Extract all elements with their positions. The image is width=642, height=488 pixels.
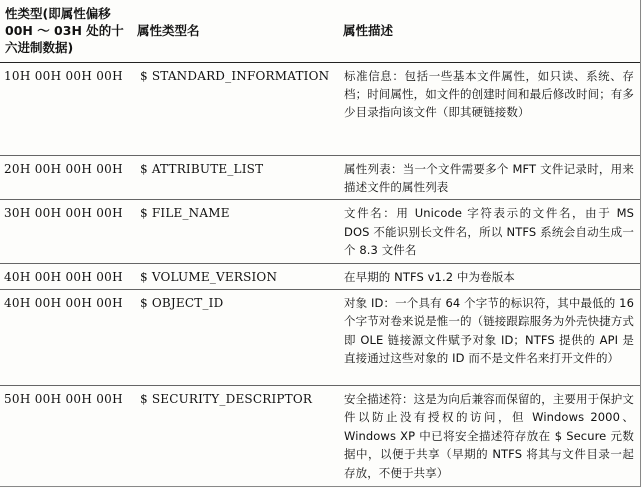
table-row	[0, 155, 640, 200]
table-row	[0, 62, 640, 155]
row-description: 属性列表：当一个文件需要多个 MFT 文件记录时，用来描述文件的属性列表	[338, 155, 640, 200]
row-description: 文件名：用 Unicode 字符表示的文件名，由于 MS DOS 不能识别长文件名，所以 NTFS 系统会自动生成一个 8.3 文件名	[338, 200, 640, 263]
row-type-name: $ SECURITY_DESCRIPTOR	[140, 392, 313, 407]
header-attribute-offset: 性类型(即属性偏移 00H ～ 03H 处的十六进制数据)	[0, 0, 132, 62]
row-type-name: $ ATTRIBUTE_LIST	[132, 155, 338, 200]
row-description: 在早期的 NTFS v1.2 中为卷版本	[338, 263, 640, 290]
row-hex-value: 40H 00H 00H 00H	[0, 290, 132, 386]
row-type-name: $ FILE_NAME	[132, 200, 338, 263]
table-row	[0, 386, 640, 486]
header-attribute-type-name: 属性类型名	[132, 0, 338, 62]
row-hex-value: 50H 00H 00H 00H	[4, 392, 123, 407]
row-hex-value: 40H 00H 00H 00H	[0, 263, 132, 290]
row-type-name: $ OBJECT_ID	[132, 290, 338, 386]
row-hex-value: 10H 00H 00H 00H	[0, 62, 132, 155]
table-row	[0, 200, 640, 263]
row-description: 标准信息：包括一些基本文件属性，如只读、系统、存档；时间属性，如文件的创建时间和最后修改时间；有多少目录指向该文件（即其硬链接数）	[338, 62, 640, 155]
table-row	[0, 263, 640, 290]
header-row	[0, 0, 640, 62]
row-type-name: $ STANDARD_INFORMATION	[132, 62, 338, 155]
row-hex-value: 20H 00H 00H 00H	[0, 155, 132, 200]
table-row	[0, 290, 640, 386]
row-description: 安全描述符：这是为向后兼容而保留的，主要用于保护文件以防止没有授权的访问，但 Windows 2000、Windows XP 中已将安全描述符存放在 $ Secure 元数据中，以便于共享（早期的 NTFS 将其与文件目录一起存放，不便于共享）	[344, 392, 634, 480]
row-description: 对象 ID：一个具有 64 个字节的标识符，其中最低的 16 个字节对卷来说是惟一的（链接跟踪服务为外壳快捷方式即 OLE 链接源文件赋予对象 ID；NTFS 提供的 API 是直接通过这些对象的 ID 而不是文件名来打开文件的）	[338, 290, 640, 386]
table-header	[0, 0, 640, 62]
table-body	[0, 62, 640, 486]
row-type-name: $ VOLUME_VERSION	[132, 263, 338, 290]
row-hex-value: 30H 00H 00H 00H	[0, 200, 132, 263]
header-attribute-description: 属性描述	[338, 0, 640, 62]
